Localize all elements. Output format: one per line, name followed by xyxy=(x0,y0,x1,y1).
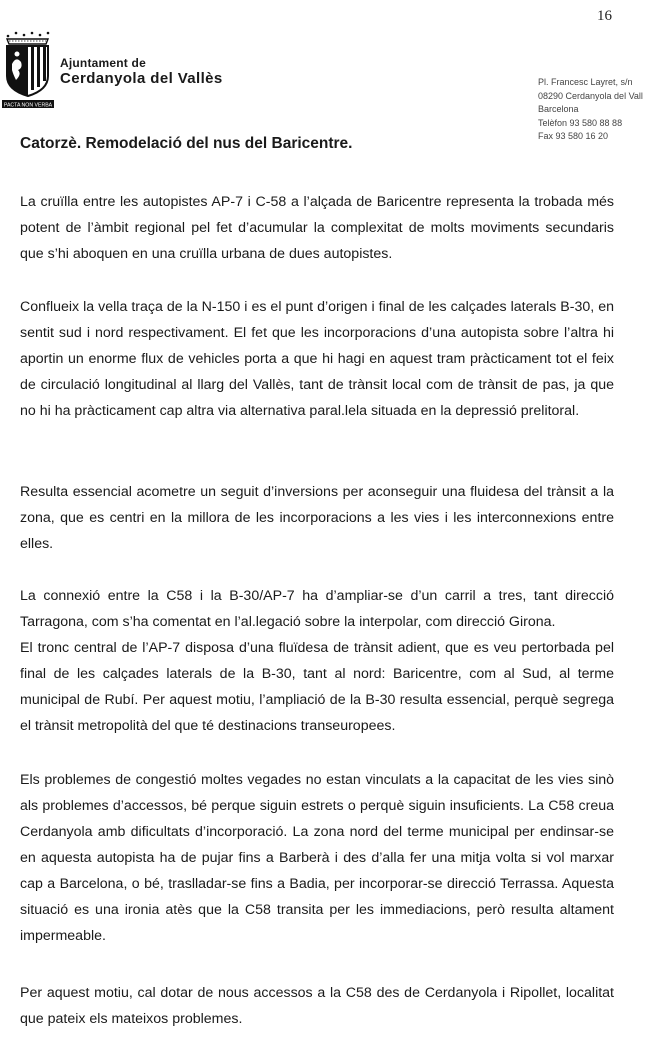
address-line: 08290 Cerdanyola del Vall xyxy=(538,90,643,101)
paragraph-2-block xyxy=(20,294,614,424)
fax-line: Fax 93 580 16 20 xyxy=(538,131,609,141)
municipal-crest-logo xyxy=(2,30,54,110)
address-line: Pl. Francesc Layret, s/n xyxy=(538,77,633,87)
paragraph-1-block xyxy=(20,189,614,267)
address-block xyxy=(538,76,656,144)
page-number: 16 xyxy=(597,8,612,24)
paragraph: La cruïlla entre les autopistes AP-7 i C-58 a l’alçada de Baricentre representa la trobada més potent de l’àmbit regional pel fet d’acumular la complexitat de molts moviments secundaris que s’hi aboquen en una cruïlla urbana de dues autopistes. xyxy=(20,194,614,262)
crest-motto: PACTA NON VERBA xyxy=(3,102,53,109)
paragraph: Resulta essencial acometre un seguit d’inversions per aconseguir una fluidesa del trànsit a la zona, que es centri en la millora de les incorporacions a les vies i les interconnexions entre elles. xyxy=(20,484,614,552)
paragraph-5-block xyxy=(20,767,614,949)
paragraph: Els problemes de congestió moltes vegades no estan vinculats a la capacitat de les vies sinò als problemes d’accessos, bé perque siguin estrets o perquè siguin insuficients. La C58 creua Cerdanyola amb dificultats d’incorporació. La zona nord del terme municipal per endinsar-se en aquesta autopista ha de pujar fins a Barberà i des d’alla fer una mitja volta si vol marxar cap a Barcelona, o bé, traslladar-se fins a Badia, per incorporar-se direcció Terrassa. Aquesta situació es una ironia atès que la C58 transita per les immediacions, però resulta altament impermeable. xyxy=(20,772,614,944)
paragraph: La connexió entre la C58 i la B-30/AP-7 ha d’ampliar-se d’un carril a tres, tant direcció Tarragona, com s’ha comentat en l’al.legació sobre la interpolar, com direcció Girona. xyxy=(20,588,614,630)
paragraph-3-block xyxy=(20,479,614,557)
org-name-line1: Ajuntament de xyxy=(60,56,146,70)
org-name-line2: Cerdanyola del Vallès xyxy=(60,70,223,87)
paragraph: Conflueix la vella traça de la N-150 i es el punt d’origen i final de les calçades laterals B-30, en sentit sud i nord respectivament. El fet que les incorporacions d’una autopista sobre l’altra hi aportin un enorme flux de vehicles porta a que hi hagi en aquest tram pràcticament tot el feix de circulació longitudinal al llarg del Vallès, tant de trànsit local com de trànsit de pas, ja que no hi ha pràcticament cap altra via alternativa paral.lela situada en la depressió prelitoral. xyxy=(20,299,614,419)
paragraph-6-block xyxy=(20,980,614,1032)
paragraph: El tronc central de l’AP-7 disposa d’una fluïdesa de trànsit adient, que es veu pertorbada pel final de les calçades laterals de la B-30, tant al nord: Baricentre, com al Sud, al terme municipal de Rubí. Per aquest motiu, l’ampliació de la B-30 resulta essencial, perquè segrega el trànsit metropolità del que té destinacions transeuropees. xyxy=(20,640,614,734)
section-title: Catorzè. Remodelació del nus del Baricentre. xyxy=(20,135,353,152)
paragraph: Per aquest motiu, cal dotar de nous accessos a la C58 des de Cerdanyola i Ripollet, localitat que pateix els mateixos problemes. xyxy=(20,985,614,1027)
organization-name xyxy=(60,56,223,86)
paragraph-4-block xyxy=(20,583,614,739)
address-line: Barcelona xyxy=(538,104,579,114)
phone-line: Telèfon 93 580 88 88 xyxy=(538,117,623,128)
